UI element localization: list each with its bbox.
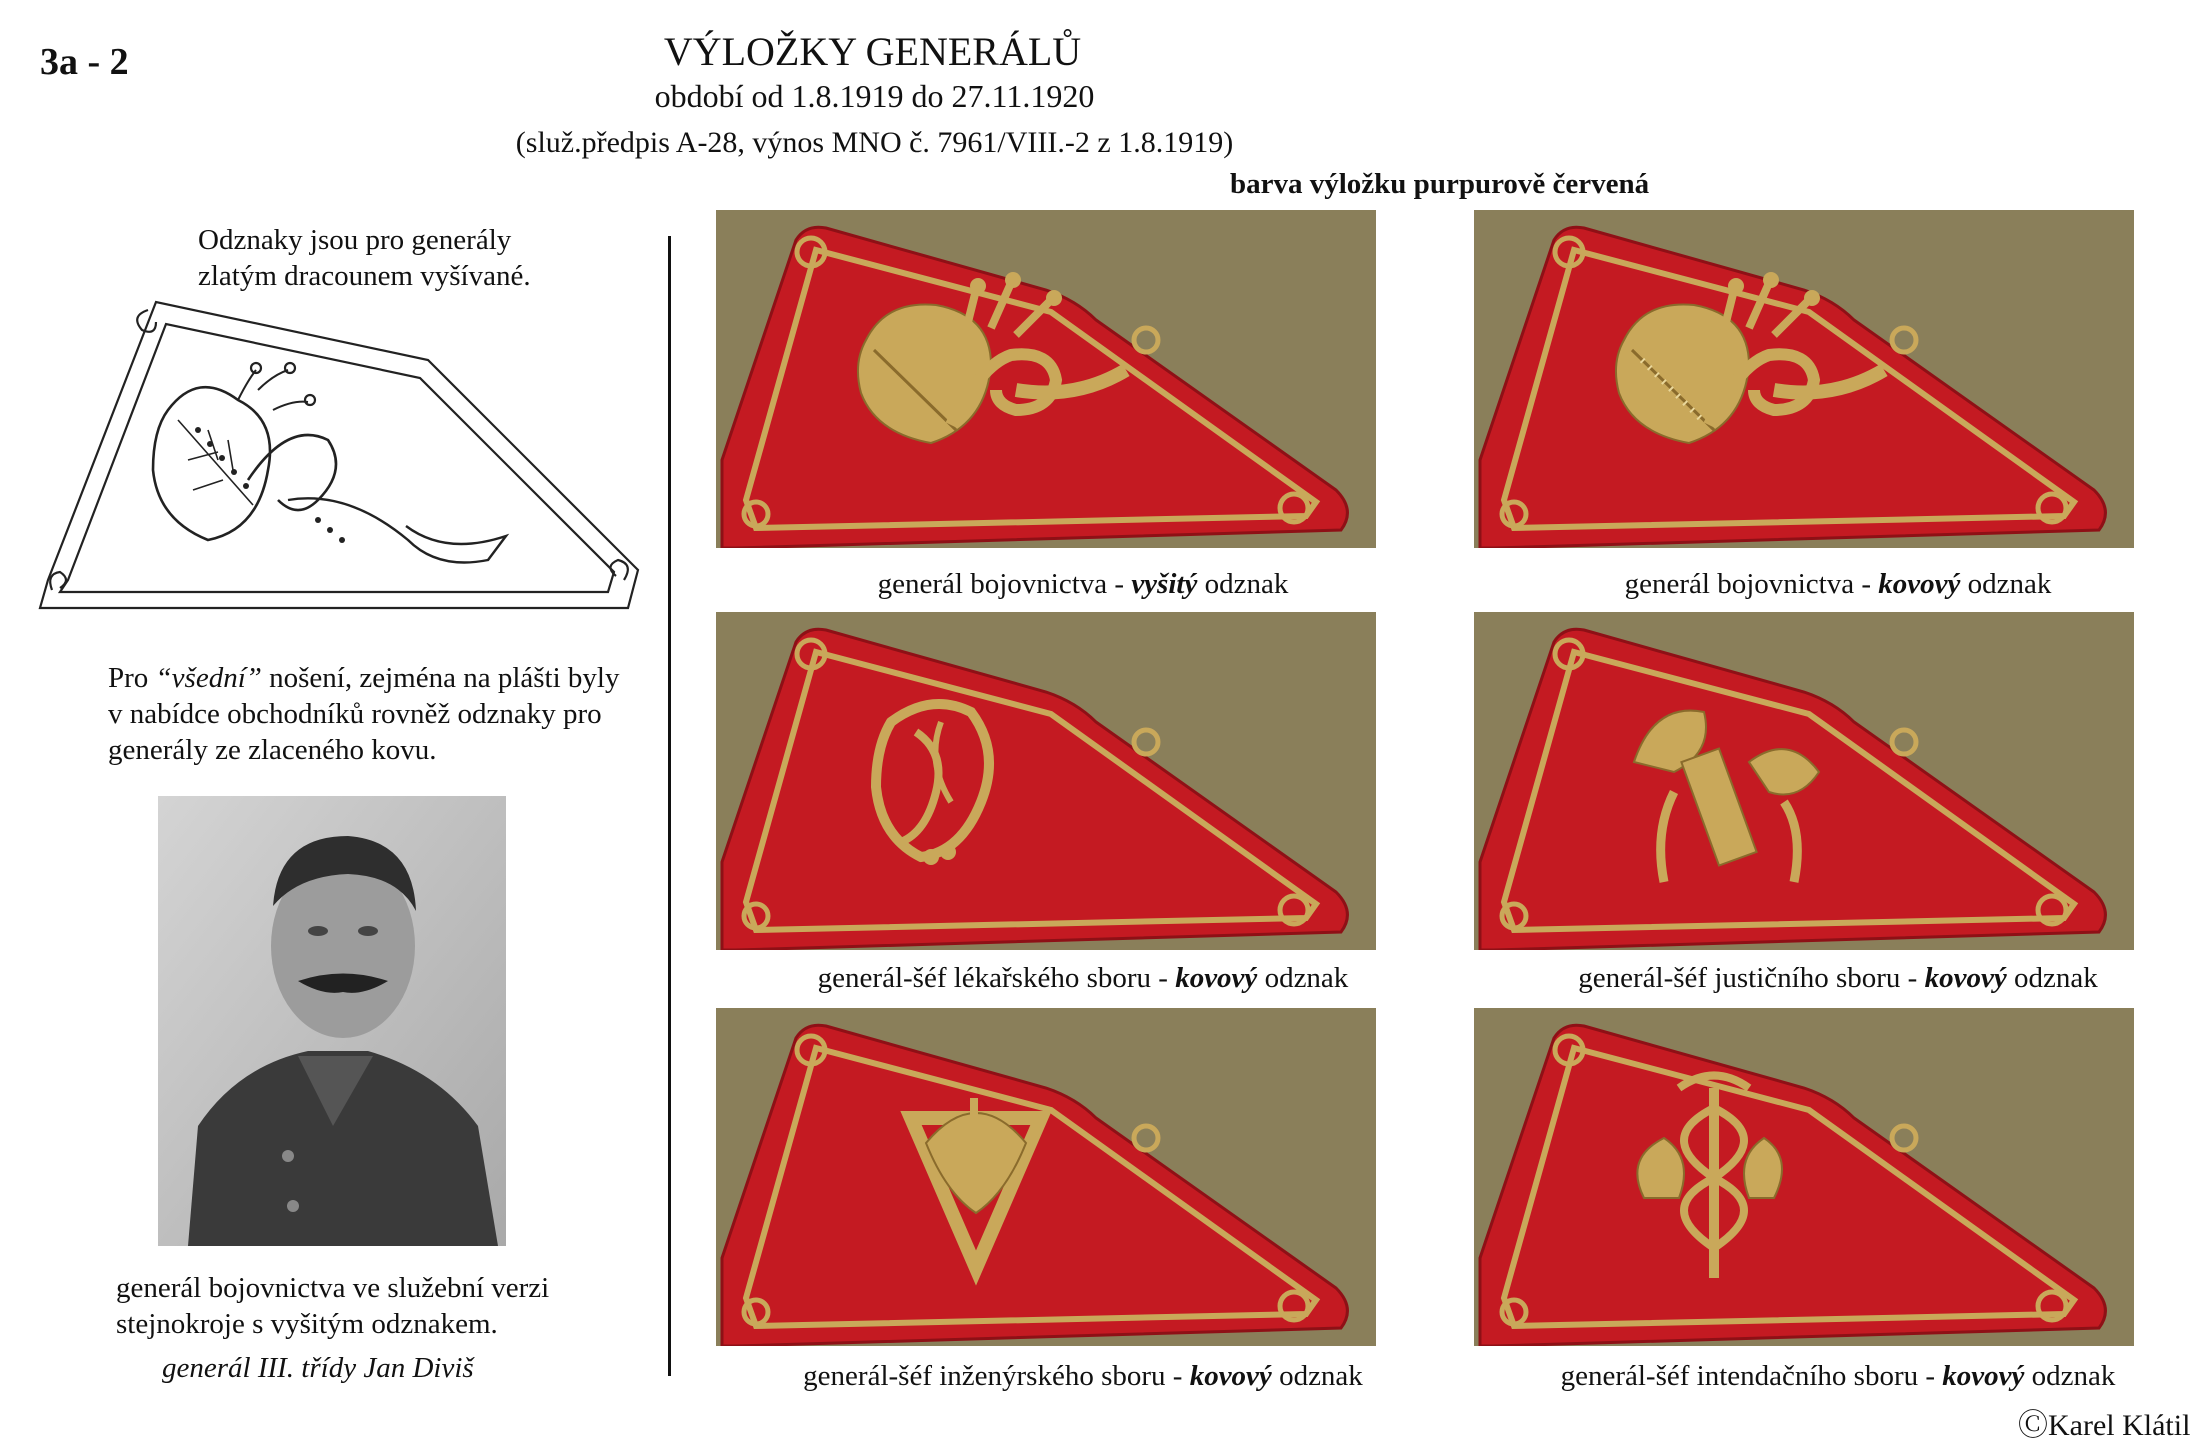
collar-patch-image [1474, 210, 2134, 548]
patch-line-drawing [28, 290, 650, 620]
caption-rank: generál-šéf lékařského sboru - [817, 962, 1176, 994]
collar-patch-image [716, 210, 1376, 548]
caption-rank: generál-šéf inženýrského sboru - [803, 1360, 1190, 1392]
collar-patch-caption [1438, 568, 2205, 601]
caption-badge-type: kovový [1924, 962, 2007, 994]
caption-badge-type: kovový [1942, 1360, 2025, 1392]
general-portrait-photo [158, 796, 506, 1246]
collar-patch-leaf-embroidered [716, 210, 1376, 548]
color-note: barva výložku purpurově červená [1230, 168, 1650, 200]
caption-suffix: odznak [1197, 568, 1289, 600]
collar-patch-medical [716, 612, 1376, 950]
caption-rank: generál bojovnictva - [877, 568, 1132, 600]
collar-patch-image [1474, 1008, 2134, 1346]
collar-patch-image [716, 1008, 1376, 1346]
everyday-prefix: Pro [108, 662, 156, 694]
intro-line-2: zlatým dracounem vyšívané. [198, 260, 531, 292]
caption-rank: generál-šéf justičního sboru - [1578, 962, 1925, 994]
everyday-line-2: v nabídce obchodníků rovněž odznaky pro [108, 698, 602, 730]
caption-badge-type: kovový [1878, 568, 1961, 600]
period-subtitle [0, 78, 2205, 115]
caption-rank: generál bojovnictva - [1624, 568, 1879, 600]
everyday-quote: “všední” [155, 662, 262, 694]
everyday-rest: nošení, zejména na plášti byly [261, 662, 620, 694]
photo-person-name: generál III. třídy Jan Diviš [162, 1352, 474, 1384]
collar-patch-intendance [1474, 1008, 2134, 1346]
regulation-reference [0, 126, 2205, 160]
caption-badge-type: vyšitý [1131, 568, 1198, 600]
collar-patch-justice [1474, 612, 2134, 950]
photo-caption-line-1: generál bojovnictva ve služební verzi [116, 1272, 550, 1304]
column-divider [668, 236, 671, 1376]
intro-text [198, 222, 618, 294]
everyday-wear-text [108, 660, 668, 768]
page-title [0, 28, 2205, 75]
photo-caption-line-2: stejnokroje s vyšitým odznakem. [116, 1308, 498, 1340]
caption-suffix: odznak [1960, 568, 2052, 600]
collar-patch-image [716, 612, 1376, 950]
collar-patch-image [1474, 612, 2134, 950]
page-label: 3a - 2 [40, 41, 129, 83]
everyday-line-3: generály ze zlaceného kovu. [108, 734, 437, 766]
caption-badge-type: kovový [1175, 962, 1258, 994]
caption-suffix: odznak [2024, 1360, 2116, 1392]
regulation-reference-text: (služ.předpis A-28, výnos MNO č. 7961/VIII.-2 z 1.8.1919) [515, 126, 1234, 159]
collar-patch-leaf-metal [1474, 210, 2134, 548]
everyday-line-1 [108, 660, 668, 696]
intro-line-1: Odznaky jsou pro generály [198, 224, 512, 256]
caption-suffix: odznak [1257, 962, 1349, 994]
period-subtitle-text: období od 1.8.1919 do 27.11.1920 [654, 78, 1095, 114]
caption-badge-type: kovový [1189, 1360, 1272, 1392]
collar-patch-caption [683, 1360, 1483, 1393]
photo-caption [116, 1270, 676, 1342]
collar-patch-caption [1438, 1360, 2205, 1393]
copyright-notice: ⒸKarel Klátil [2018, 1409, 2191, 1442]
collar-patch-caption [1438, 962, 2205, 995]
caption-rank: generál-šéf intendačního sboru - [1560, 1360, 1943, 1392]
page-title-text: VÝLOŽKY GENERÁLŮ [663, 29, 1082, 74]
collar-patch-caption [683, 568, 1483, 601]
collar-patch-engineer [716, 1008, 1376, 1346]
caption-suffix: odznak [2006, 962, 2098, 994]
caption-suffix: odznak [1271, 1360, 1363, 1392]
collar-patch-caption [683, 962, 1483, 995]
